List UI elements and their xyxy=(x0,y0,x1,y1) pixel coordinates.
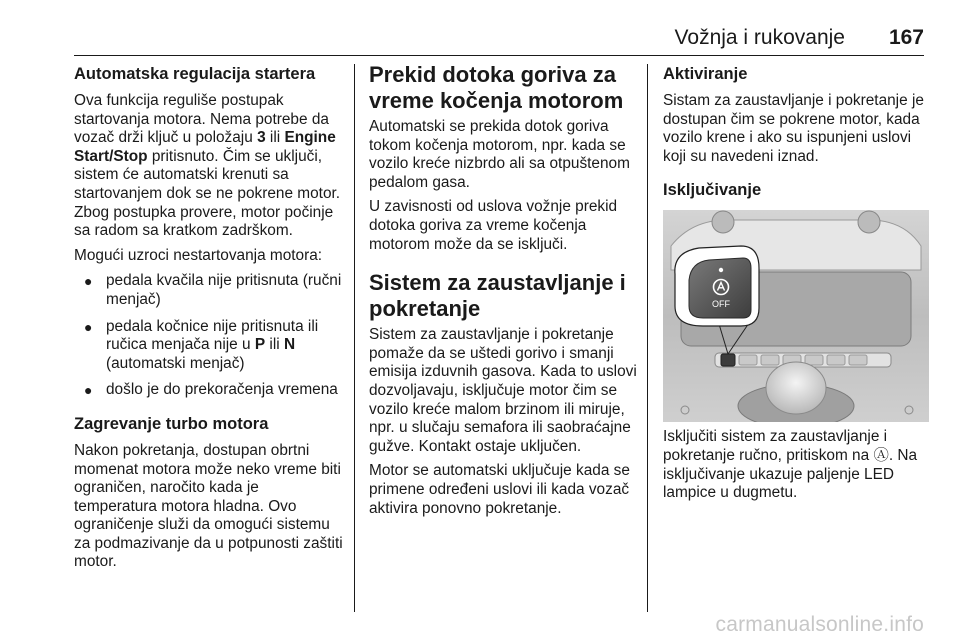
gear-position-p: P xyxy=(254,336,266,354)
text-fragment: pritisnuto. Čim se uključi, sistem će automatski krenuti sa startovanjem dok se ne pokrene motor. Zbog postupka provere, motor počinje sa radom sa kratkom zadrškom. xyxy=(74,147,341,240)
column-2 xyxy=(369,62,637,518)
bullet-icon: ● xyxy=(84,318,93,335)
led-indicator-icon xyxy=(719,268,723,272)
paragraph-stop-start-description: Sistem za zaustavljanje i pokretanje pomaže da se uštedi gorivo i smanji emisija izduvnih gasova. Kada to uslovi dozvoljavaju, isključuje motor čim se vozilo kreće malom brzinom ili miruje, npr. u slučaju semafora ili saobraćajne gužve. Kontakt ostaje uključen. xyxy=(369,326,637,455)
heading-fuel-cutoff: Prekid dotoka goriva za vreme kočenja motorom xyxy=(369,62,624,113)
stop-start-button-small xyxy=(721,354,735,366)
list-item xyxy=(74,318,346,374)
text-fragment: ili xyxy=(265,129,285,147)
list-item-text: pedala kvačila nije pritisnuta (ručni menjač) xyxy=(106,272,342,308)
paragraph-turbo-warmup: Nakon pokretanja, dostupan obrtni momenat motora može neko vreme biti ograničen, naročito kada je temperatura motora hladna. Ovo ograničenje služi da omogući sistemu za podmazivanje da u potpunosti zaštiti motor. xyxy=(74,441,343,571)
list-item xyxy=(74,272,346,309)
off-label: OFF xyxy=(712,299,730,310)
bullet-icon: ● xyxy=(84,273,93,290)
gear-position-n: N xyxy=(283,336,296,354)
paragraph-restart-conditions: Motor se automatski uključuje kada se primene određeni uslovi ili kada vozač aktivira ponovno pokretanje. xyxy=(369,462,630,517)
button-name: Engine Start/Stop xyxy=(74,129,336,165)
page-number: 167 xyxy=(888,26,924,49)
paragraph-activation: Sistam za zaustavljanje i pokretanje je dostupan čim se pokrene motor, kada vozilo krene i ako su ispunjeni uslovi koji su navedeni iznad. xyxy=(663,92,924,165)
list-item-text: ili xyxy=(265,336,284,354)
text-fragment: Ova funkcija reguliše postupak startovanja motora. Nema potrebe da vozač drži ključ u položaju xyxy=(74,92,329,147)
column-1 xyxy=(74,62,346,572)
console-button xyxy=(761,355,779,365)
paragraph-deactivation xyxy=(663,428,929,502)
bullet-icon: ● xyxy=(84,382,93,399)
list-item xyxy=(74,381,346,400)
stop-start-button-figure xyxy=(663,210,929,422)
auto-stop-symbol-icon: Ⓐ xyxy=(873,446,889,464)
list-item-text: pedala kočnice nije pritisnuta ili ručica menjača nije u xyxy=(106,317,319,354)
text-fragment: Isključiti sistem za zaustavljanje i pokretanje ručno, pritiskom na xyxy=(663,428,888,464)
column-divider-2 xyxy=(647,64,648,612)
heading-automatic-starter: Automatska regulacija startera xyxy=(74,65,316,83)
text-fragment: . Na isključivanje ukazuje paljenje LED lampice u dugmetu. xyxy=(663,446,918,502)
section-title: Vožnja i rukovanje xyxy=(674,26,845,49)
heading-stop-start-system: Sistem za zaustavljanje i pokretanje xyxy=(369,270,626,322)
page-header xyxy=(0,0,960,55)
console-button xyxy=(739,355,757,365)
key-position: 3 xyxy=(257,129,266,147)
gear-knob xyxy=(766,362,826,414)
paragraph-causes-intro: Mogući uzroci nestartovanja motora: xyxy=(74,246,323,264)
paragraph-fuel-cutoff-disable: U zavisnosti od uslova vožnje prekid dotoka goriva za vreme kočenja motorom može da se isključi. xyxy=(369,198,618,253)
left-dial-icon xyxy=(712,211,734,233)
paragraph-starter-description xyxy=(74,92,346,241)
watermark: carmanualsonline.info xyxy=(715,613,924,636)
header-rule xyxy=(74,55,924,56)
console-button xyxy=(849,355,867,365)
heading-activation: Aktiviranje xyxy=(663,65,748,83)
heading-turbo-warmup: Zagrevanje turbo motora xyxy=(74,414,269,433)
column-3 xyxy=(663,62,929,503)
heading-deactivation: Isključivanje xyxy=(663,181,762,200)
column-divider-1 xyxy=(354,64,355,612)
causes-list xyxy=(74,272,346,400)
right-dial-icon xyxy=(858,211,880,233)
list-item-text: (automatski menjač) xyxy=(106,354,245,372)
paragraph-fuel-cutoff: Automatski se prekida dotok goriva tokom kočenja motorom, npr. kada se vozilo kreće nizbrdo ali sa otpuštenom pedalom gasa. xyxy=(369,118,630,191)
list-item-text: došlo je do prekoračenja vremena xyxy=(106,381,338,399)
console-button xyxy=(827,355,845,365)
